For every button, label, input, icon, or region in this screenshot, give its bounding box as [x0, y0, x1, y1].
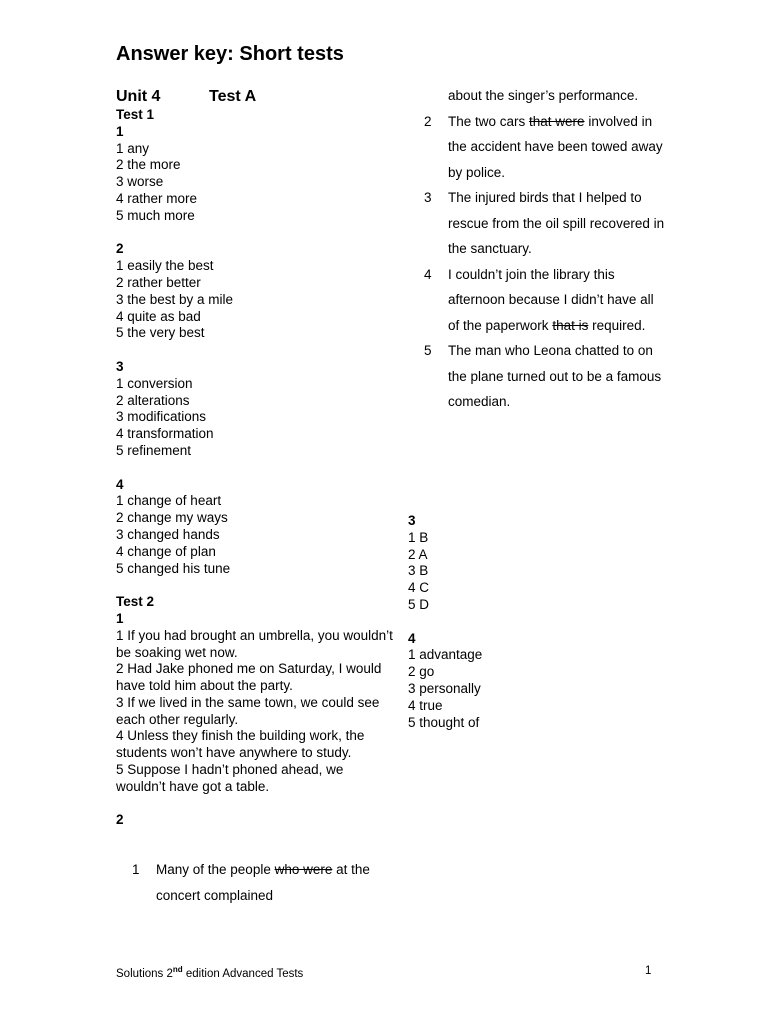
answer-item: 3 the best by a mile [116, 291, 234, 307]
list-item-continuation [408, 83, 668, 109]
answer-item: 5 thought of [408, 714, 480, 730]
answer-item: 4 true [408, 697, 443, 713]
left-column [116, 107, 396, 829]
exercise-number: 1 [116, 610, 124, 626]
test2-heading: Test 2 [116, 594, 155, 610]
strikethrough-text: that is [552, 317, 589, 333]
answer-item: 4 quite as bad [116, 308, 201, 324]
answer-item: 3 changed hands [116, 526, 220, 542]
answer-item: 5 Suppose I hadn’t phoned ahead, we wouldn’t have got a table. [116, 762, 344, 794]
item-text: about the singer’s performance. [448, 88, 639, 103]
answer-item: 4 transformation [116, 426, 214, 442]
answer-item: 5 much more [116, 207, 195, 223]
footer-superscript: nd [172, 965, 183, 974]
right-column [408, 513, 688, 731]
answer-item: 5 refinement [116, 442, 192, 458]
item-text: The two cars that were involved in the accident have been towed away by police. [448, 113, 663, 180]
footer-text: Solutions 2 [116, 967, 173, 980]
answer-item: 1 advantage [408, 647, 483, 663]
list-item [408, 109, 668, 186]
page-title: Answer key: Short tests [116, 43, 344, 65]
test-label: Test A [209, 88, 257, 105]
answer-item: 4 rather more [116, 190, 198, 206]
exercise-number: 1 [116, 123, 124, 139]
item-text: The man who Leona chatted to on the plane turned out to be a famous comedian. [448, 343, 662, 409]
strikethrough-text: that were [529, 113, 585, 129]
answer-item: 1 conversion [116, 375, 193, 391]
footer [116, 965, 303, 980]
item-number: 1 [132, 862, 140, 877]
answer-item: 3 modifications [116, 409, 207, 425]
answer-item: 1 change of heart [116, 493, 222, 509]
unit-label: Unit 4 [116, 88, 161, 105]
list-item [408, 185, 668, 262]
answer-item: 1 easily the best [116, 258, 214, 274]
exercise-number: 4 [116, 476, 124, 492]
unit-heading [116, 87, 257, 107]
exercise-number: 2 [116, 241, 124, 257]
answer-item: 3 personally [408, 680, 481, 696]
item-number: 5 [424, 343, 432, 358]
list-item [408, 338, 668, 415]
exercise-number: 3 [116, 358, 124, 374]
numbered-list-right [408, 83, 668, 415]
answer-item: 2 rather better [116, 274, 201, 290]
answer-item: 4 C [408, 580, 430, 596]
page-number: 1 [645, 965, 652, 977]
list-item [408, 262, 668, 339]
answer-item: 3 If we lived in the same town, we could see each other regularly. [116, 694, 380, 727]
answer-item: 3 worse [116, 174, 164, 190]
answer-item: 2 the more [116, 157, 181, 173]
answer-item: 1 any [116, 140, 150, 156]
item-number: 2 [424, 113, 432, 129]
answer-item: 5 changed his tune [116, 560, 231, 576]
exercise-number: 2 [116, 812, 124, 828]
answer-item: 5 the very best [116, 325, 205, 341]
item-number: 3 [424, 190, 432, 205]
answer-item: 2 change my ways [116, 510, 228, 526]
item-text: Many of the people who were at the concert complained [156, 862, 370, 903]
answer-item: 2 go [408, 664, 435, 680]
answer-item: 1 If you had brought an umbrella, you wouldn’t be soaking wet now. [116, 627, 393, 660]
footer-text-suffix: edition Advanced Tests [182, 967, 304, 980]
answer-item: 5 D [408, 596, 430, 612]
answer-item: 2 A [408, 546, 428, 562]
exercise-number: 4 [408, 630, 416, 646]
strikethrough-text: who were [274, 862, 333, 877]
answer-item: 2 Had Jake phoned me on Saturday, I would have told him about the party. [116, 661, 382, 694]
item-number: 4 [424, 266, 432, 282]
answer-item: 4 Unless they finish the building work, the students won’t have anywhere to study. [116, 728, 365, 761]
answer-item: 2 alterations [116, 392, 190, 408]
answer-item: 3 B [408, 563, 429, 579]
list-item [116, 857, 376, 908]
answer-item: 4 change of plan [116, 543, 216, 559]
numbered-list-left [116, 857, 376, 908]
item-text: The injured birds that I helped to rescue from the oil spill recovered in the sanctuary. [448, 190, 665, 256]
answer-item: 1 B [408, 529, 429, 545]
exercise-number: 3 [408, 513, 416, 528]
test1-heading: Test 1 [116, 107, 155, 122]
item-text: I couldn’t join the library this afternoon because I didn’t have all of the paperwork that is required. [448, 266, 654, 333]
